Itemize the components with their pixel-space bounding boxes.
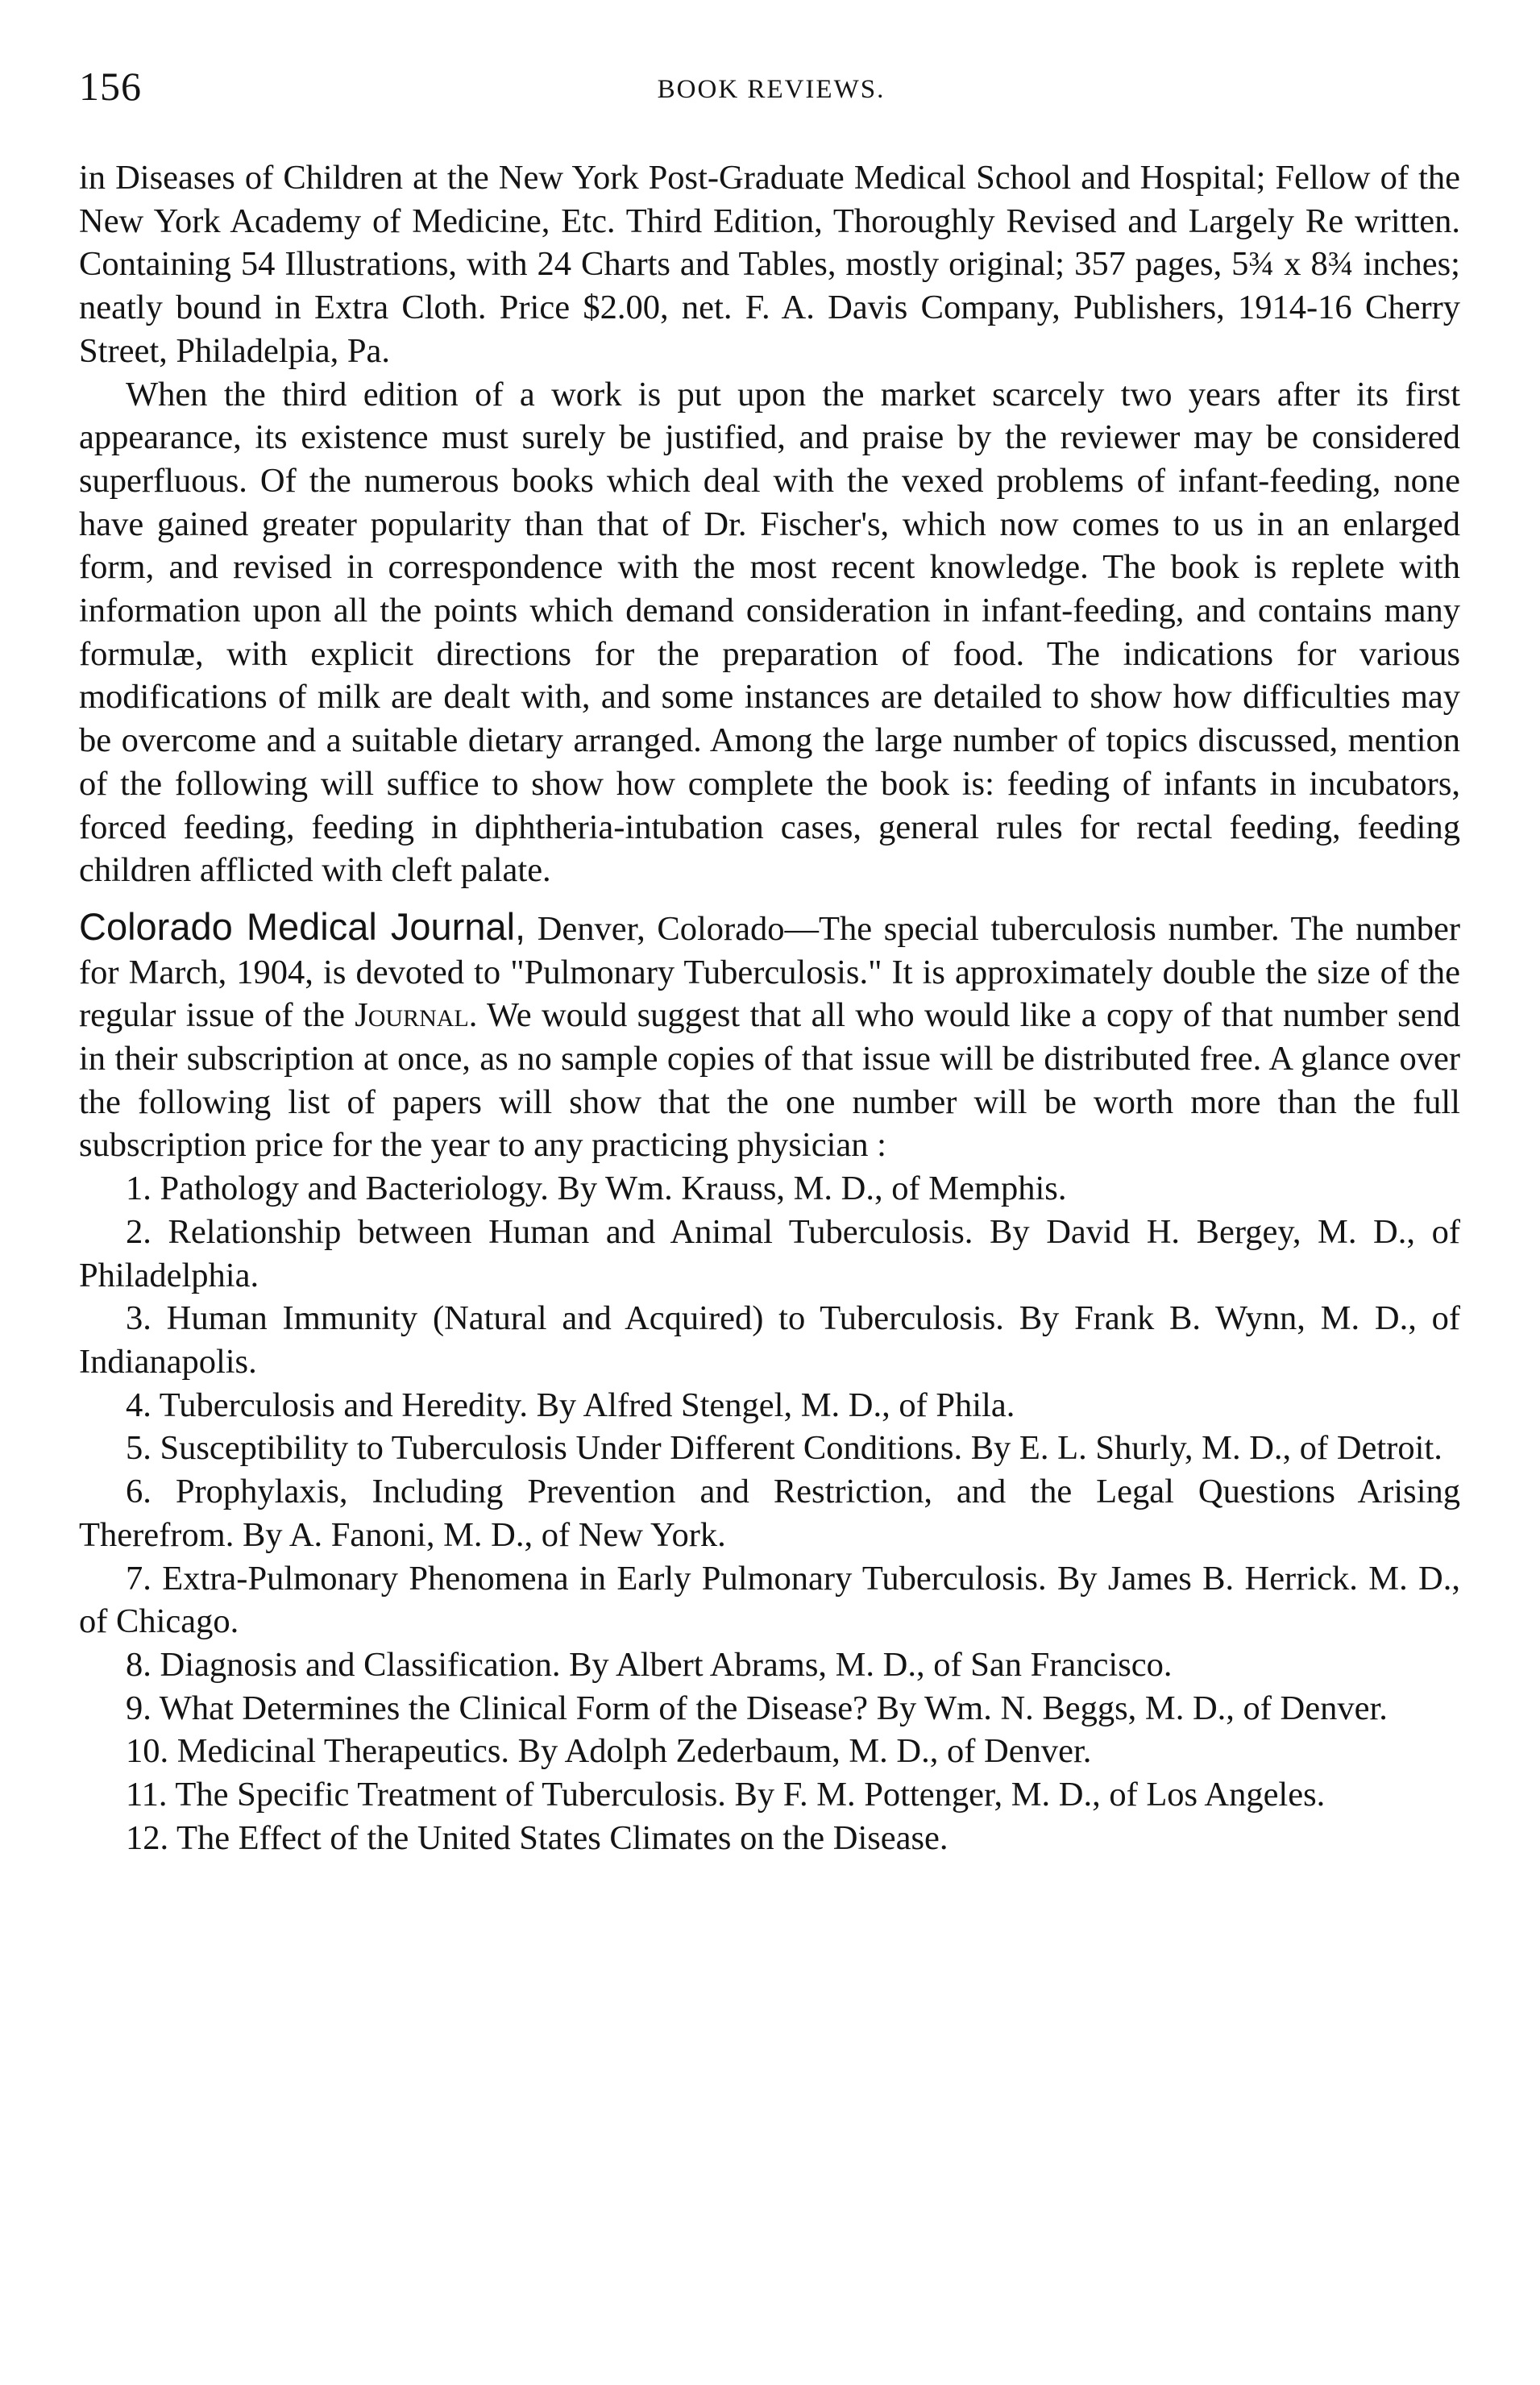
- paper-number: 2.: [126, 1212, 152, 1251]
- paper-text: The Specific Treatment of Tuberculosis. By F. M. Pottenger, M. D., of Los Angeles.: [175, 1776, 1326, 1814]
- paper-text: Relationship between Human and Animal Tuberculosis. By David H. Bergey, M. D., of Philadelphia.: [79, 1212, 1461, 1294]
- paper-number: 10.: [126, 1732, 169, 1771]
- paper-item-10: [79, 1730, 1460, 1773]
- paper-number: 5.: [126, 1429, 152, 1468]
- paper-item-12: [79, 1817, 1460, 1860]
- journal-word: Journal.: [355, 996, 478, 1035]
- journal-notice: [79, 905, 1460, 1167]
- paper-number: 8.: [126, 1645, 152, 1684]
- paper-item-7: [79, 1557, 1460, 1643]
- paper-text: Medicinal Therapeutics. By Adolph Zederbaum, M. D., of Denver.: [176, 1732, 1092, 1771]
- paper-item-8: [79, 1643, 1460, 1687]
- paper-number: 9.: [126, 1689, 152, 1727]
- journal-title: Colorado Medical Journal,: [79, 904, 526, 948]
- paper-number: 11.: [126, 1776, 168, 1814]
- section-title: BOOK REVIEWS.: [657, 75, 886, 104]
- paper-item-4: [79, 1384, 1460, 1427]
- paper-number: 3.: [126, 1299, 152, 1338]
- review-citation: in Diseases of Children at the New York Post-Graduate Medical School and Hospital; Fellow of the New York Academy of Medicine, Etc. Third Edition, Thoroughly Revised and Largely Re written. Containing 54 Illustrations, with 24 Charts and Tables, mostly original; 357 pages, 5¾ x 8¾ inches; neatly bound in Extra Cloth. Price $2.00, net. F. A. Davis Company, Publishers, 1914-16 Cherry Street, Philadelpia, Pa.: [79, 159, 1460, 370]
- paper-number: 12.: [126, 1818, 169, 1857]
- running-head: [79, 58, 1463, 114]
- paper-text: Susceptibility to Tuberculosis Under Different Conditions. By E. L. Shurly, M. D., of Detroit.: [160, 1429, 1442, 1468]
- paper-number: 4.: [126, 1386, 152, 1424]
- paper-item-6: [79, 1470, 1460, 1556]
- paper-text: Human Immunity (Natural and Acquired) to Tuberculosis. By Frank B. Wynn, M. D., of Indianapolis.: [79, 1299, 1460, 1381]
- paper-text: Tuberculosis and Heredity. By Alfred Stengel, M. D., of Phila.: [159, 1386, 1015, 1424]
- paper-text: Extra-Pulmonary Phenomena in Early Pulmonary Tuberculosis. By James B. Herrick. M. D., of Chicago.: [79, 1559, 1461, 1641]
- journal-notice-text-after: We would suggest that all who would like a copy of that number send in their subscription at once, as no sample copies of that issue will be distributed free. A glance over the following list of papers will show that the one number will be worth more than the full subscription price for the year to any practicing physician :: [79, 996, 1460, 1165]
- paper-item-5: [79, 1427, 1460, 1470]
- paper-item-3: [79, 1297, 1460, 1383]
- paper-text: What Determines the Clinical Form of the Disease? By Wm. N. Beggs, M. D., of Denver.: [159, 1689, 1388, 1727]
- paper-text: Pathology and Bacteriology. By Wm. Krauss, M. D., of Memphis.: [160, 1170, 1067, 1208]
- page-body: [79, 156, 1460, 1859]
- paper-number: 7.: [126, 1559, 152, 1598]
- paper-item-11: [79, 1773, 1460, 1817]
- paper-item-9: [79, 1687, 1460, 1731]
- paper-item-2: [79, 1211, 1460, 1297]
- review-body: When the third edition of a work is put upon the market scarcely two years after its first appearance, its existence must surely be justified, and praise by the reviewer may be considered superfluous. Of the numerous books which deal with the vexed problems of infant-feeding, none have gained greater popularity than that of Dr. Fischer's, which now comes to us in an enlarged form, and revised in correspondence with the most recent knowledge. The book is replete with information upon all the points which demand consideration in infant-feeding, and contains many formulæ, with explicit directions for the preparation of food. The indications for various modifications of milk are dealt with, and some instances are detailed to show how difficulties may be overcome and a suitable dietary arranged. Among the large number of topics discussed, mention of the following will suffice to show how complete the book is: feeding of infants in incubators, forced feeding, feeding in diphtheria-intubation cases, general rules for rectal feeding, feeding children afflicted with cleft palate.: [79, 375, 1460, 890]
- paper-item-1: [79, 1167, 1460, 1211]
- journal-notice-text-before: Denver, Colorado—The special tuberculosis number. The number for March, 1904, is devoted to "Pulmonary Tuberculosis." It is approximately double the size of the regular issue of the: [79, 909, 1461, 1035]
- paper-text: Diagnosis and Classification. By Albert Abrams, M. D., of San Francisco.: [160, 1645, 1173, 1684]
- paper-number: 6.: [126, 1473, 152, 1511]
- paper-list: [79, 1167, 1460, 1859]
- paper-number: 1.: [126, 1170, 152, 1208]
- paper-text: The Effect of the United States Climates on the Disease.: [176, 1818, 948, 1857]
- paper-text: Prophylaxis, Including Prevention and Restriction, and the Legal Questions Arising Therefrom. By A. Fanoni, M. D., of New York.: [79, 1473, 1461, 1554]
- page-number: 156: [79, 64, 142, 109]
